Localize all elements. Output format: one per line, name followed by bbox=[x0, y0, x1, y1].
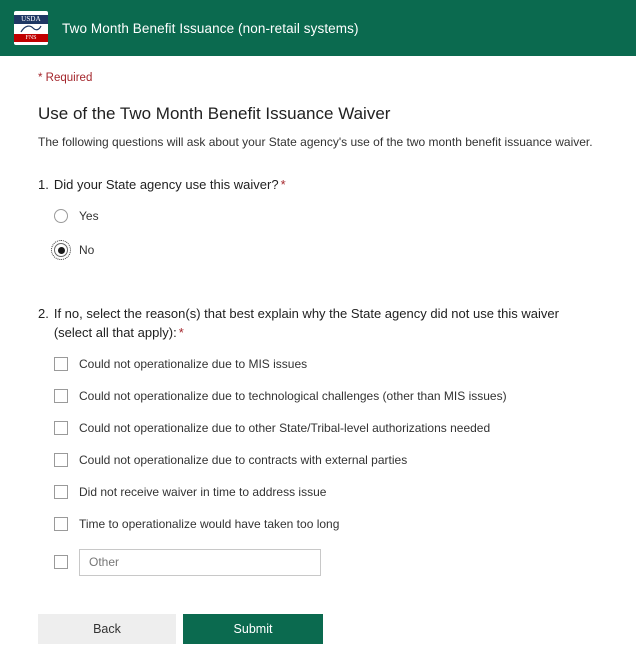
section-description: The following questions will ask about your State agency's use of the two month benefit issuance waiver. bbox=[38, 135, 593, 149]
checkbox-option-other[interactable] bbox=[54, 549, 598, 576]
radio-label-no: No bbox=[79, 243, 95, 258]
question-1-required-star: * bbox=[280, 177, 286, 193]
question-2-required-star: * bbox=[178, 324, 184, 340]
question-2-number: 2. bbox=[38, 306, 49, 322]
checkbox-option-too-long[interactable] bbox=[54, 517, 598, 531]
checkbox-option-state-tribal-authorizations[interactable] bbox=[54, 421, 598, 435]
radio-icon-yes[interactable] bbox=[54, 209, 68, 223]
checkbox-icon-mis-issues[interactable] bbox=[54, 357, 68, 371]
checkbox-icon-state-tribal-authorizations[interactable] bbox=[54, 421, 68, 435]
submit-button[interactable]: Submit bbox=[183, 614, 323, 644]
checkbox-icon-external-contracts[interactable] bbox=[54, 453, 68, 467]
section-title: Use of the Two Month Benefit Issuance Waiver bbox=[38, 104, 391, 123]
other-text-input[interactable] bbox=[79, 549, 321, 576]
radio-option-no[interactable] bbox=[54, 243, 598, 257]
checkbox-label-state-tribal-authorizations: Could not operationalize due to other State/Tribal-level authorizations needed bbox=[79, 420, 491, 435]
question-2-options bbox=[54, 357, 598, 576]
form-footer bbox=[0, 614, 636, 644]
checkbox-option-external-contracts[interactable] bbox=[54, 453, 598, 467]
checkbox-label-waiver-timing: Did not receive waiver in time to address issue bbox=[79, 484, 327, 499]
logo-top-text: USDA bbox=[14, 15, 48, 24]
checkbox-icon-other[interactable] bbox=[54, 555, 68, 569]
checkbox-icon-too-long[interactable] bbox=[54, 517, 68, 531]
logo-bottom-text: FNS bbox=[14, 34, 48, 42]
radio-option-yes[interactable] bbox=[54, 209, 598, 223]
checkbox-label-tech-challenges: Could not operationalize due to technological challenges (other than MIS issues) bbox=[79, 388, 507, 403]
checkbox-label-too-long: Time to operationalize would have taken too long bbox=[79, 516, 340, 531]
checkbox-label-mis-issues: Could not operationalize due to MIS issues bbox=[79, 356, 308, 371]
radio-icon-no[interactable] bbox=[54, 243, 68, 257]
checkbox-option-mis-issues[interactable] bbox=[54, 357, 598, 371]
checkbox-option-tech-challenges[interactable] bbox=[54, 389, 598, 403]
checkbox-icon-tech-challenges[interactable] bbox=[54, 389, 68, 403]
logo-emblem bbox=[14, 24, 48, 34]
checkbox-icon-waiver-timing[interactable] bbox=[54, 485, 68, 499]
app-header bbox=[0, 0, 636, 56]
page-title: Two Month Benefit Issuance (non-retail systems) bbox=[62, 20, 359, 36]
radio-label-yes: Yes bbox=[79, 209, 99, 224]
usda-fns-logo-icon bbox=[14, 11, 48, 45]
checkbox-label-external-contracts: Could not operationalize due to contracts with external parties bbox=[79, 452, 408, 467]
form-content bbox=[0, 56, 636, 576]
question-2-text: If no, select the reason(s) that best explain why the State agency did not use this waiver (select all that apply): * bbox=[53, 306, 559, 340]
question-2-block bbox=[38, 305, 598, 576]
question-1-number: 1. bbox=[38, 177, 49, 193]
required-note: * Required bbox=[38, 72, 93, 84]
question-2 bbox=[38, 305, 598, 343]
question-1-options bbox=[54, 209, 598, 257]
back-button[interactable]: Back bbox=[38, 614, 176, 644]
question-1 bbox=[38, 176, 598, 195]
checkbox-option-waiver-timing[interactable] bbox=[54, 485, 598, 499]
question-1-text: Did your State agency use this waiver? * bbox=[53, 177, 286, 193]
